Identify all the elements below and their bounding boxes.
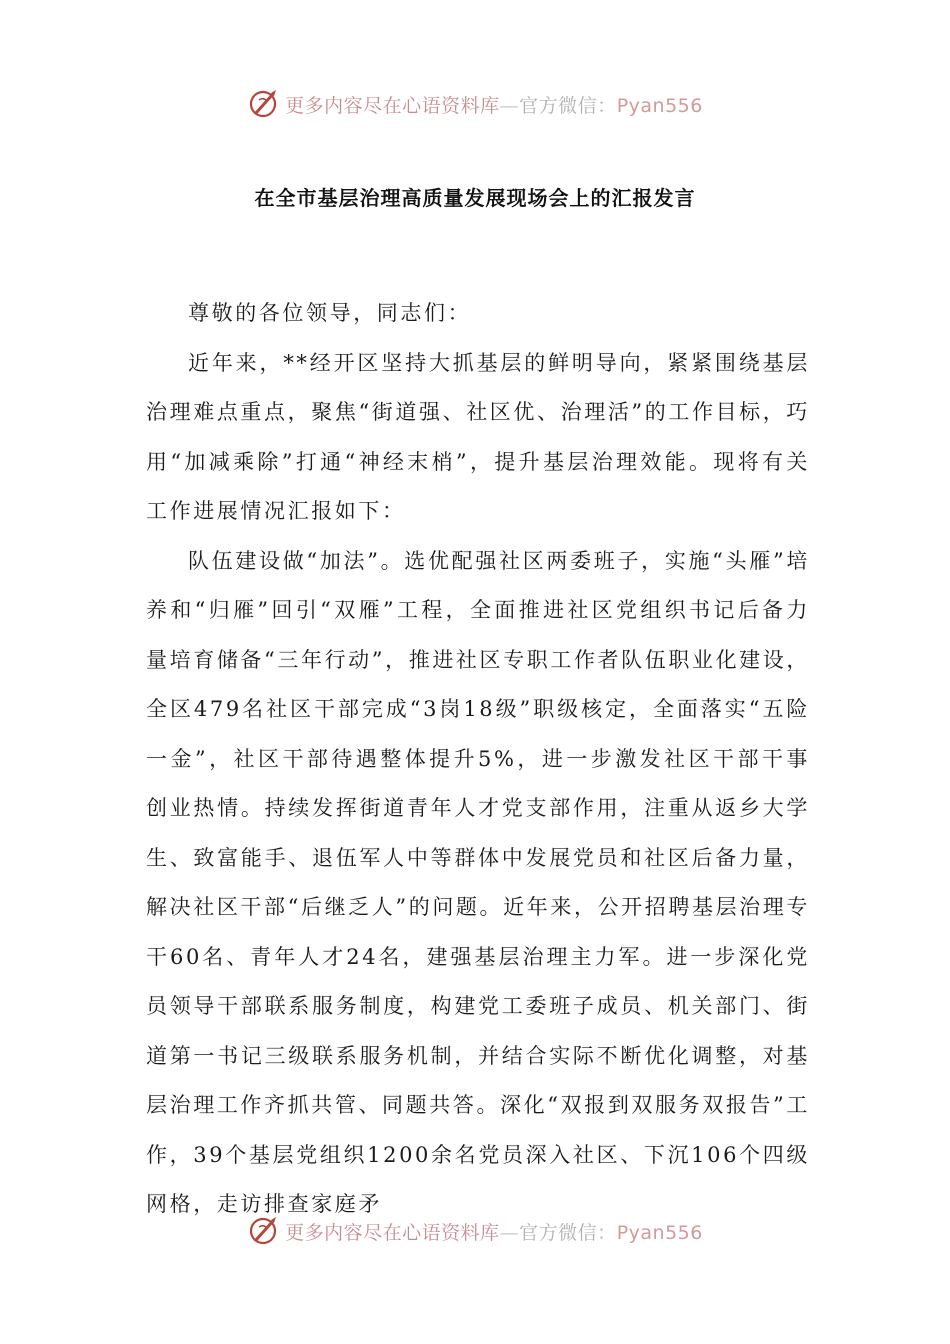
footer-watermark <box>0 1211 950 1251</box>
watermark-official-label: 官方微信： <box>519 94 617 117</box>
paragraph-intro: 近年来，**经开区坚持大抓基层的鲜明导向，紧紧围绕基层治理难点重点，聚焦“街道强、社区优、治理活”的工作目标，巧用“加减乘除”打通“神经末梢”，提升基层治理效能。现将有关工作进展情况汇报如下： <box>146 350 810 523</box>
watermark-official-label: 官方微信： <box>519 1221 617 1244</box>
watermark-brand: 更多内容尽在心语资料库 <box>285 94 500 117</box>
document-body <box>146 289 810 1230</box>
watermark-dash: — <box>499 1221 520 1244</box>
document-title: 在全市基层治理高质量发展现场会上的汇报发言 <box>254 186 696 210</box>
watermark-brand: 更多内容尽在心语资料库 <box>285 1221 500 1244</box>
pen-circle-logo-icon <box>247 87 281 121</box>
salutation: 尊敬的各位领导，同志们： <box>188 301 472 325</box>
watermark-text <box>285 1218 703 1245</box>
header-watermark <box>0 84 950 124</box>
paragraph-team-building: 队伍建设做“加法”。选优配强社区两委班子，实施“头雁”培养和“归雁”回引“双雁”工程，全面推进社区党组织书记后备力量培育储备“三年行动”，推进社区专职工作者队伍职业化建设，全区479名社区干部完成“3岗18级”职级核定，全面落实“五险一金”，社区干部待遇整体提升5%，进一步激发社区干部干事创业热情。持续发挥街道青年人才党支部作用，注重从返乡大学生、致富能手、退伍军人中等群体中发展党员和社区后备力量，解决社区干部“后继乏人”的问题。近年来，公开招聘基层治理专干60名、青年人才24名，建强基层治理主力军。进一步深化党员领导干部联系服务制度，构建党工委班子成员、机关部门、街道第一书记三级联系服务机制，并结合实际不断优化调整，对基层治理工作齐抓共管、同题共答。深化“双报到双服务双报告”工作，39个基层党组织1200余名党员深入社区、下沉106个四级网格，走访排查家庭矛 <box>146 548 810 1216</box>
watermark-wechat-id: Pyan556 <box>616 94 703 117</box>
watermark-text <box>285 91 703 118</box>
watermark-dash: — <box>499 94 520 117</box>
watermark-wechat-id: Pyan556 <box>616 1221 703 1244</box>
pen-circle-logo-icon <box>247 1214 281 1248</box>
